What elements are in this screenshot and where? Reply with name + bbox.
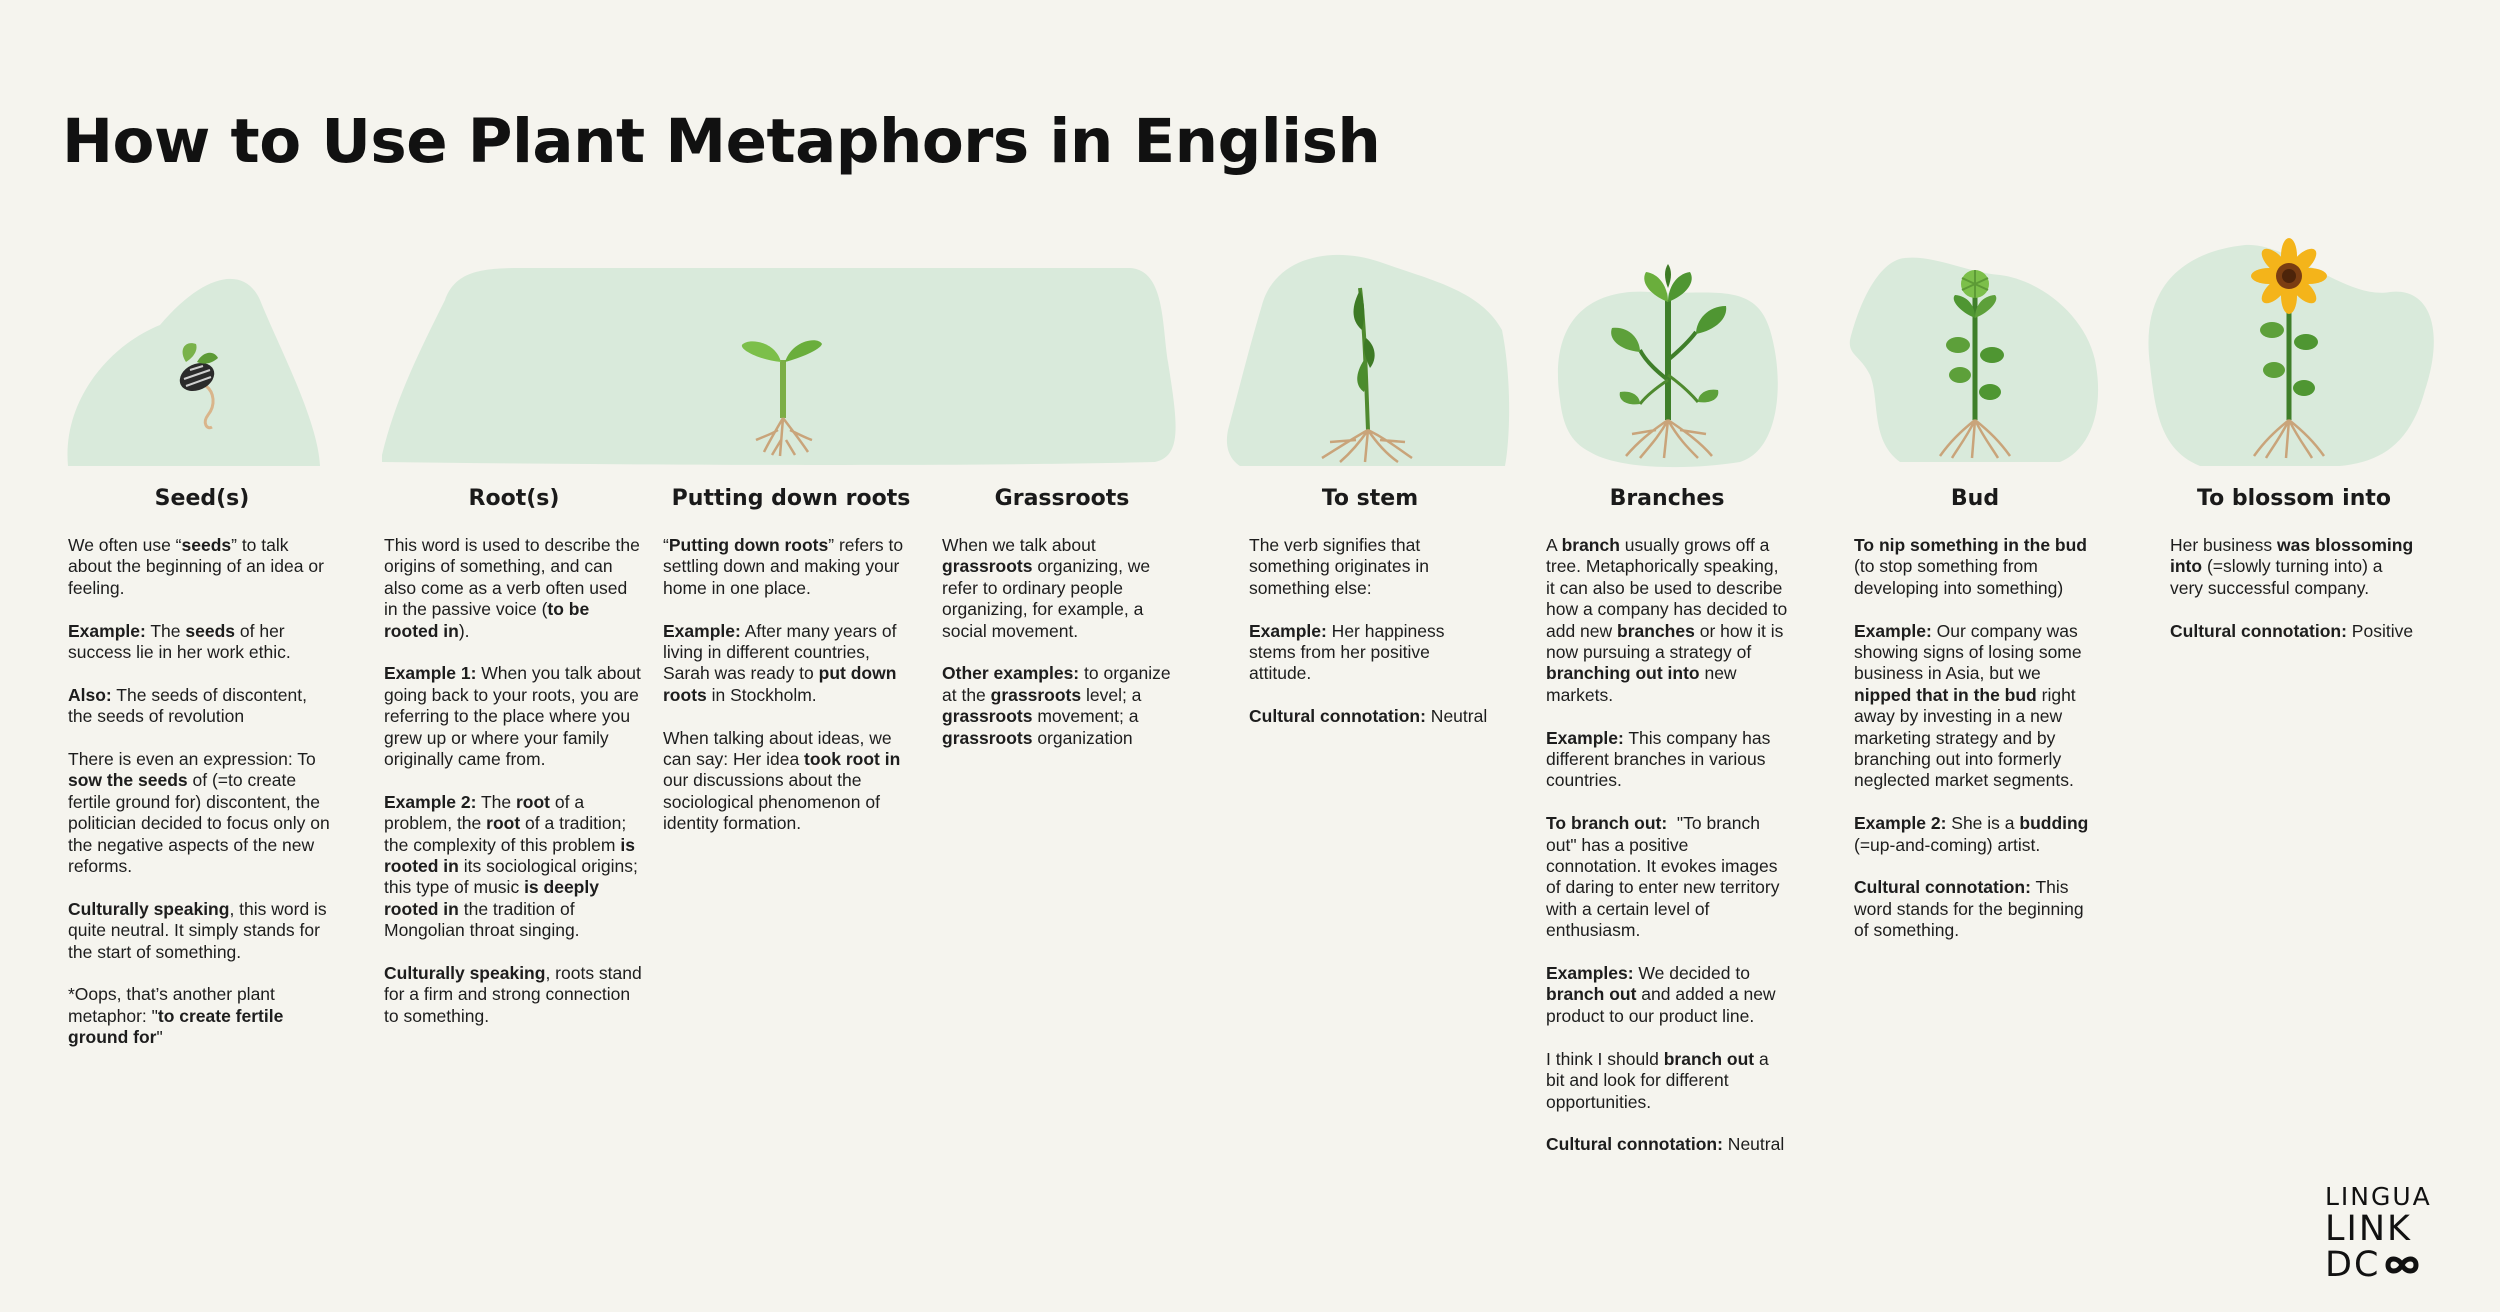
column-paragraph <box>384 963 644 1027</box>
bold-term: took root in <box>804 749 901 770</box>
bold-term: branch out <box>1546 984 1637 1005</box>
text-run: When you talk about going back to your roots, you are referring to the place where you grew up or where your family originally came from. <box>384 663 641 770</box>
text-run: " <box>156 1027 163 1048</box>
column-heading: Root(s) <box>468 486 560 511</box>
text-run: of her success lie in her work ethic. <box>68 620 291 663</box>
column-paragraph <box>68 621 336 664</box>
bold-term: Example: <box>68 620 146 641</box>
bold-term: to create fertile ground for <box>68 1005 284 1048</box>
column-paragraph <box>2170 535 2418 599</box>
text-run: our discussions about the sociological phenomenon of identity formation. <box>663 770 880 834</box>
text-run: The <box>476 791 516 812</box>
text-run: This company has different branches in various countries. <box>1546 727 1771 791</box>
bold-term: seeds <box>185 620 236 641</box>
text-run: *Oops, that’s another plant metaphor: " <box>68 984 275 1026</box>
column-paragraph <box>1854 621 2096 792</box>
column-putting-down-roots <box>663 486 919 856</box>
column-body <box>68 535 336 1049</box>
text-run: (to stop something from developing into something) <box>1854 556 2064 598</box>
bold-term: put down roots <box>663 663 897 705</box>
column-body <box>1249 535 1491 728</box>
background-blobs <box>67 245 2433 467</box>
column-seeds <box>68 486 336 1070</box>
bold-term: Example: <box>1546 727 1624 748</box>
column-paragraph <box>1249 621 1491 685</box>
bold-term: root <box>486 813 521 834</box>
column-paragraph <box>384 535 644 642</box>
column-paragraph <box>1546 1134 1788 1155</box>
text-run: organization <box>1032 727 1133 748</box>
bold-term: grassroots <box>990 684 1082 705</box>
bold-term: branches <box>1617 620 1695 641</box>
column-paragraph <box>942 535 1182 642</box>
bold-term: is deeply rooted in <box>384 877 599 919</box>
bold-term: Culturally speaking <box>384 963 546 984</box>
column-heading: Grassroots <box>994 486 1130 511</box>
column-paragraph <box>942 663 1182 749</box>
text-run: "To branch out" has a positive connotation. It evokes images of daring to enter new territory with a certain level of enthusiasm. <box>1546 813 1780 941</box>
column-body <box>2170 535 2418 642</box>
text-run: of a tradition; the complexity of this problem <box>384 813 627 855</box>
roots-blob <box>382 268 1176 465</box>
text-run: level; a <box>1081 684 1142 705</box>
column-paragraph <box>663 535 919 599</box>
bold-term: Cultural connotation: <box>1546 1134 1723 1155</box>
bold-term: grassroots <box>942 706 1033 727</box>
column-paragraph <box>1546 535 1788 706</box>
column-paragraph <box>1546 963 1788 1027</box>
bold-term: Cultural connotation: <box>2170 620 2347 641</box>
column-paragraph <box>68 535 336 599</box>
text-run: Positive <box>2346 620 2414 641</box>
bold-term: Also: <box>68 684 112 705</box>
bold-term: branch <box>1561 535 1620 555</box>
text-run: The verb signifies that something originates in something else: <box>1249 535 1429 598</box>
logo-line-1: LINGUA <box>2325 1182 2432 1211</box>
text-run: of (=to create fertile ground for) discontent, the politician decided to focus only on the negative aspects of the new reforms. <box>68 770 330 877</box>
column-body <box>942 535 1182 749</box>
column-paragraph <box>1546 1049 1788 1113</box>
page-title: How to Use Plant Metaphors in English <box>62 106 1381 177</box>
bold-term: Example 2: <box>1854 813 1947 834</box>
column-paragraph <box>1249 535 1491 599</box>
column-body <box>384 535 644 1027</box>
text-run: the tradition of Mongolian throat singing. <box>384 898 580 941</box>
column-bud <box>1854 486 2096 963</box>
column-paragraph <box>68 899 336 963</box>
bold-term: Example 1: <box>384 663 477 684</box>
text-run: and added a new product to our product line. <box>1546 984 1776 1026</box>
bold-term: Example: <box>1249 620 1327 641</box>
bold-term: To branch out: <box>1546 813 1668 834</box>
column-paragraph <box>68 685 336 728</box>
bold-term: was blossoming into <box>2170 535 2414 577</box>
text-run: After many years of living in different countries, Sarah was ready to <box>663 620 897 684</box>
column-grassroots <box>942 486 1182 770</box>
text-run: “ <box>663 535 669 555</box>
bold-term: Example 2: <box>384 791 477 812</box>
text-run: The seeds of discontent, the seeds of revolution <box>68 684 307 727</box>
text-run: ” refers to settling down and making your home in one place. <box>663 535 904 598</box>
column-paragraph <box>1854 877 2096 941</box>
bold-term: is rooted in <box>384 834 635 877</box>
bold-term: nipped that in the bud <box>1854 684 2037 705</box>
column-paragraph <box>68 749 336 877</box>
text-run: its sociological origins; this type of music <box>384 856 638 898</box>
text-run: (=up-and-coming) artist. <box>1854 834 2041 855</box>
logo-line-3: DC <box>2325 1245 2381 1285</box>
column-heading: Bud <box>1950 486 2000 511</box>
text-run: new markets. <box>1546 663 1737 705</box>
column-body <box>663 535 919 835</box>
column-paragraph <box>663 621 919 707</box>
bold-term: Cultural connotation: <box>1854 877 2031 898</box>
text-run: ” to talk about the beginning of an idea or feeling. <box>68 535 324 598</box>
text-run: The <box>145 620 186 641</box>
text-run: , this word is quite neutral. It simply stands for the start of something. <box>68 898 327 962</box>
text-run: movement; a <box>1032 706 1139 727</box>
text-run: There is even an expression: To <box>68 749 316 770</box>
bold-term: seeds <box>181 535 232 555</box>
text-run: usually grows off a tree. Metaphorically speaking, it can also be used to describe how a company has decided to add new <box>1546 535 1788 641</box>
text-run: to organize at the <box>942 663 1171 705</box>
text-run: We decided to <box>1633 963 1750 984</box>
text-run: This word stands for the beginning of something. <box>1854 877 2084 941</box>
column-body <box>1854 535 2096 942</box>
column-roots <box>384 486 644 1049</box>
column-paragraph <box>663 728 919 835</box>
text-run: or how it is now pursuing a strategy of <box>1546 620 1784 663</box>
column-to-blossom-into <box>2170 486 2418 663</box>
text-run: When we talk about <box>942 535 1096 555</box>
text-run: Neutral <box>1425 706 1488 727</box>
bold-term: Examples: <box>1546 963 1634 984</box>
column-heading: To blossom into <box>2197 486 2391 511</box>
infinity-loop-icon <box>2382 1251 2422 1279</box>
column-heading: To stem <box>1321 486 1419 511</box>
bold-term: root <box>515 791 551 812</box>
text-run: Neutral <box>1722 1134 1785 1155</box>
bold-term: Example: <box>663 620 741 641</box>
bold-term: To nip something in the bud <box>1854 535 2087 555</box>
text-run: right away by investing in a new marketing strategy and by branching out into formerly neglected market segments. <box>1854 684 2076 791</box>
bold-term: Putting down roots <box>668 535 829 555</box>
text-run: Her happiness stems from her positive attitude. <box>1249 620 1445 684</box>
bold-term: budding <box>2019 813 2089 834</box>
column-paragraph <box>2170 621 2418 642</box>
text-run: (=slowly turning into) a very successful company. <box>2170 556 2383 598</box>
text-run: ). <box>458 620 470 641</box>
column-paragraph <box>1854 813 2096 856</box>
bold-term: grassroots <box>942 727 1033 748</box>
text-run: When talking about ideas, we can say: Her idea <box>663 727 892 770</box>
text-run: We often use “ <box>68 535 182 555</box>
column-to-stem <box>1249 486 1491 749</box>
text-run: organizing, we refer to ordinary people organizing, for example, a social movement. <box>942 556 1151 641</box>
logo-line-2: LINK <box>2325 1209 2412 1249</box>
bold-term: Culturally speaking <box>68 898 230 919</box>
column-paragraph <box>1546 813 1788 941</box>
column-paragraph <box>68 984 336 1048</box>
column-paragraph <box>1854 535 2096 599</box>
column-paragraph <box>1546 728 1788 792</box>
column-body <box>1546 535 1788 1156</box>
column-branches <box>1546 486 1788 1177</box>
text-run: This word is used to describe the origins of something, and can also come as a verb often used in the passive voice ( <box>384 535 640 620</box>
text-run: , roots stand for a firm and strong connection to something. <box>384 963 642 1026</box>
bold-term: Other examples: <box>942 663 1080 684</box>
text-run: a bit and look for different opportunities. <box>1546 1048 1769 1112</box>
text-run: Her business <box>2170 535 2277 555</box>
text-run: She is a <box>1946 813 2020 834</box>
column-paragraph <box>384 792 644 942</box>
text-run: of a problem, the <box>384 791 585 834</box>
column-paragraph <box>1249 706 1491 727</box>
bold-term: Cultural connotation: <box>1249 706 1426 727</box>
lingualink-logo <box>2325 1182 2432 1284</box>
text-run: A <box>1546 535 1562 555</box>
text-run: in Stockholm. <box>706 684 817 705</box>
bold-term: sow the seeds <box>68 770 188 791</box>
text-run: I think I should <box>1546 1048 1664 1069</box>
column-heading: Putting down roots <box>671 486 911 511</box>
column-heading: Branches <box>1609 486 1725 511</box>
bold-term: Example: <box>1854 620 1932 641</box>
column-paragraph <box>384 663 644 770</box>
bold-term: to be rooted in <box>384 599 590 641</box>
bold-term: branch out <box>1663 1048 1755 1069</box>
bold-term: grassroots <box>942 556 1033 577</box>
bold-term: branching out into <box>1546 663 1700 684</box>
text-run: Our company was showing signs of losing some business in Asia, but we <box>1854 620 2082 684</box>
column-heading: Seed(s) <box>154 486 250 511</box>
